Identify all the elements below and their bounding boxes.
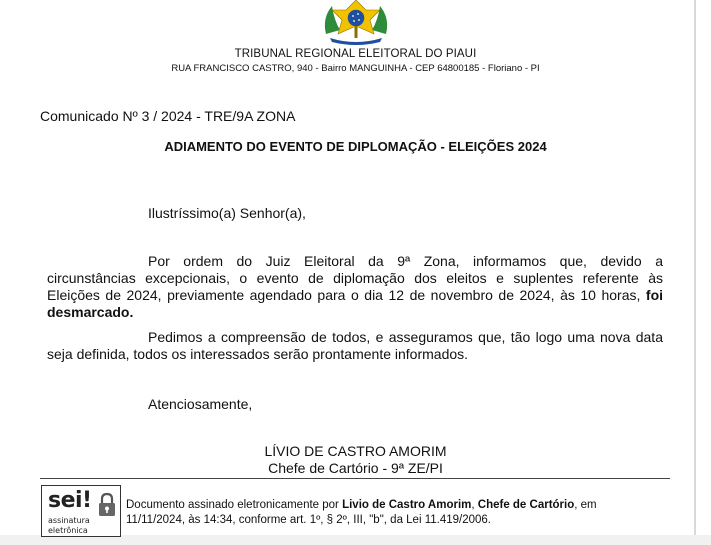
- brazil-coat-of-arms-icon: [318, 0, 394, 46]
- paragraph-1-line-4: desmarcado.: [47, 304, 134, 320]
- paragraph-1-line-2: circunstâncias excepcionais, o evento de diplomação dos eleitos e suplentes referente às: [47, 270, 663, 286]
- paragraph-2-line-2: seja definida, todos os interessados serão prontamente informados.: [47, 346, 469, 362]
- signer-role: Chefe de Cartório - 9ª ZE/PI: [268, 460, 443, 476]
- paragraph-2-line-1: Pedimos a compreensão de todos, e asseguramos que, tão logo uma nova data: [148, 329, 663, 345]
- sei-signature-badge[interactable]: [41, 485, 121, 537]
- signature-statement-line-2: 11/11/2024, às 14:34, conforme art. 1º, § 2º, III, "b", da Lei 11.419/2006.: [126, 514, 492, 526]
- signature-statement-line-1: [126, 499, 597, 511]
- sei-badge-line-1: assinatura: [48, 516, 90, 525]
- comunicado-number: Comunicado Nº 3 / 2024 - TRE/9A ZONA: [40, 108, 296, 124]
- org-address: RUA FRANCISCO CASTRO, 940 - Bairro MANGUINHA - CEP 64800185 - Floriano - PI: [171, 63, 540, 74]
- sei-badge-line-2: eletrônica: [48, 526, 88, 535]
- paragraph-1-line-1: Por ordem do Juiz Eleitoral da 9ª Zona, informamos que, devido a: [148, 253, 663, 269]
- document-title: ADIAMENTO DO EVENTO DE DIPLOMAÇÃO - ELEIÇÕES 2024: [164, 139, 547, 154]
- signature-signer-role: Chefe de Cartório: [477, 499, 575, 511]
- padlock-icon: [95, 492, 119, 518]
- sei-logo-text: sei!: [48, 488, 92, 513]
- closing: Atenciosamente,: [148, 396, 253, 412]
- signature-text-suffix: , em: [574, 499, 597, 511]
- paragraph-1-line-3: [47, 286, 663, 304]
- paragraph-1-line-3-text: Eleições de 2024, previamente agendado para o dia 12 de novembro de 2024, às 10 horas,: [47, 287, 641, 303]
- paragraph-1-line-3-bold: foi: [645, 287, 663, 303]
- org-name: TRIBUNAL REGIONAL ELEITORAL DO PIAUI: [234, 48, 477, 60]
- signature-signer-name: Livio de Castro Amorim: [342, 499, 472, 511]
- signature-separator: ,: [471, 499, 478, 511]
- salutation: Ilustríssimo(a) Senhor(a),: [148, 205, 306, 221]
- signature-text-prefix: Documento assinado eletronicamente por: [126, 499, 343, 511]
- signature-divider: [40, 478, 670, 479]
- signer-name: LÍVIO DE CASTRO AMORIM: [264, 443, 447, 459]
